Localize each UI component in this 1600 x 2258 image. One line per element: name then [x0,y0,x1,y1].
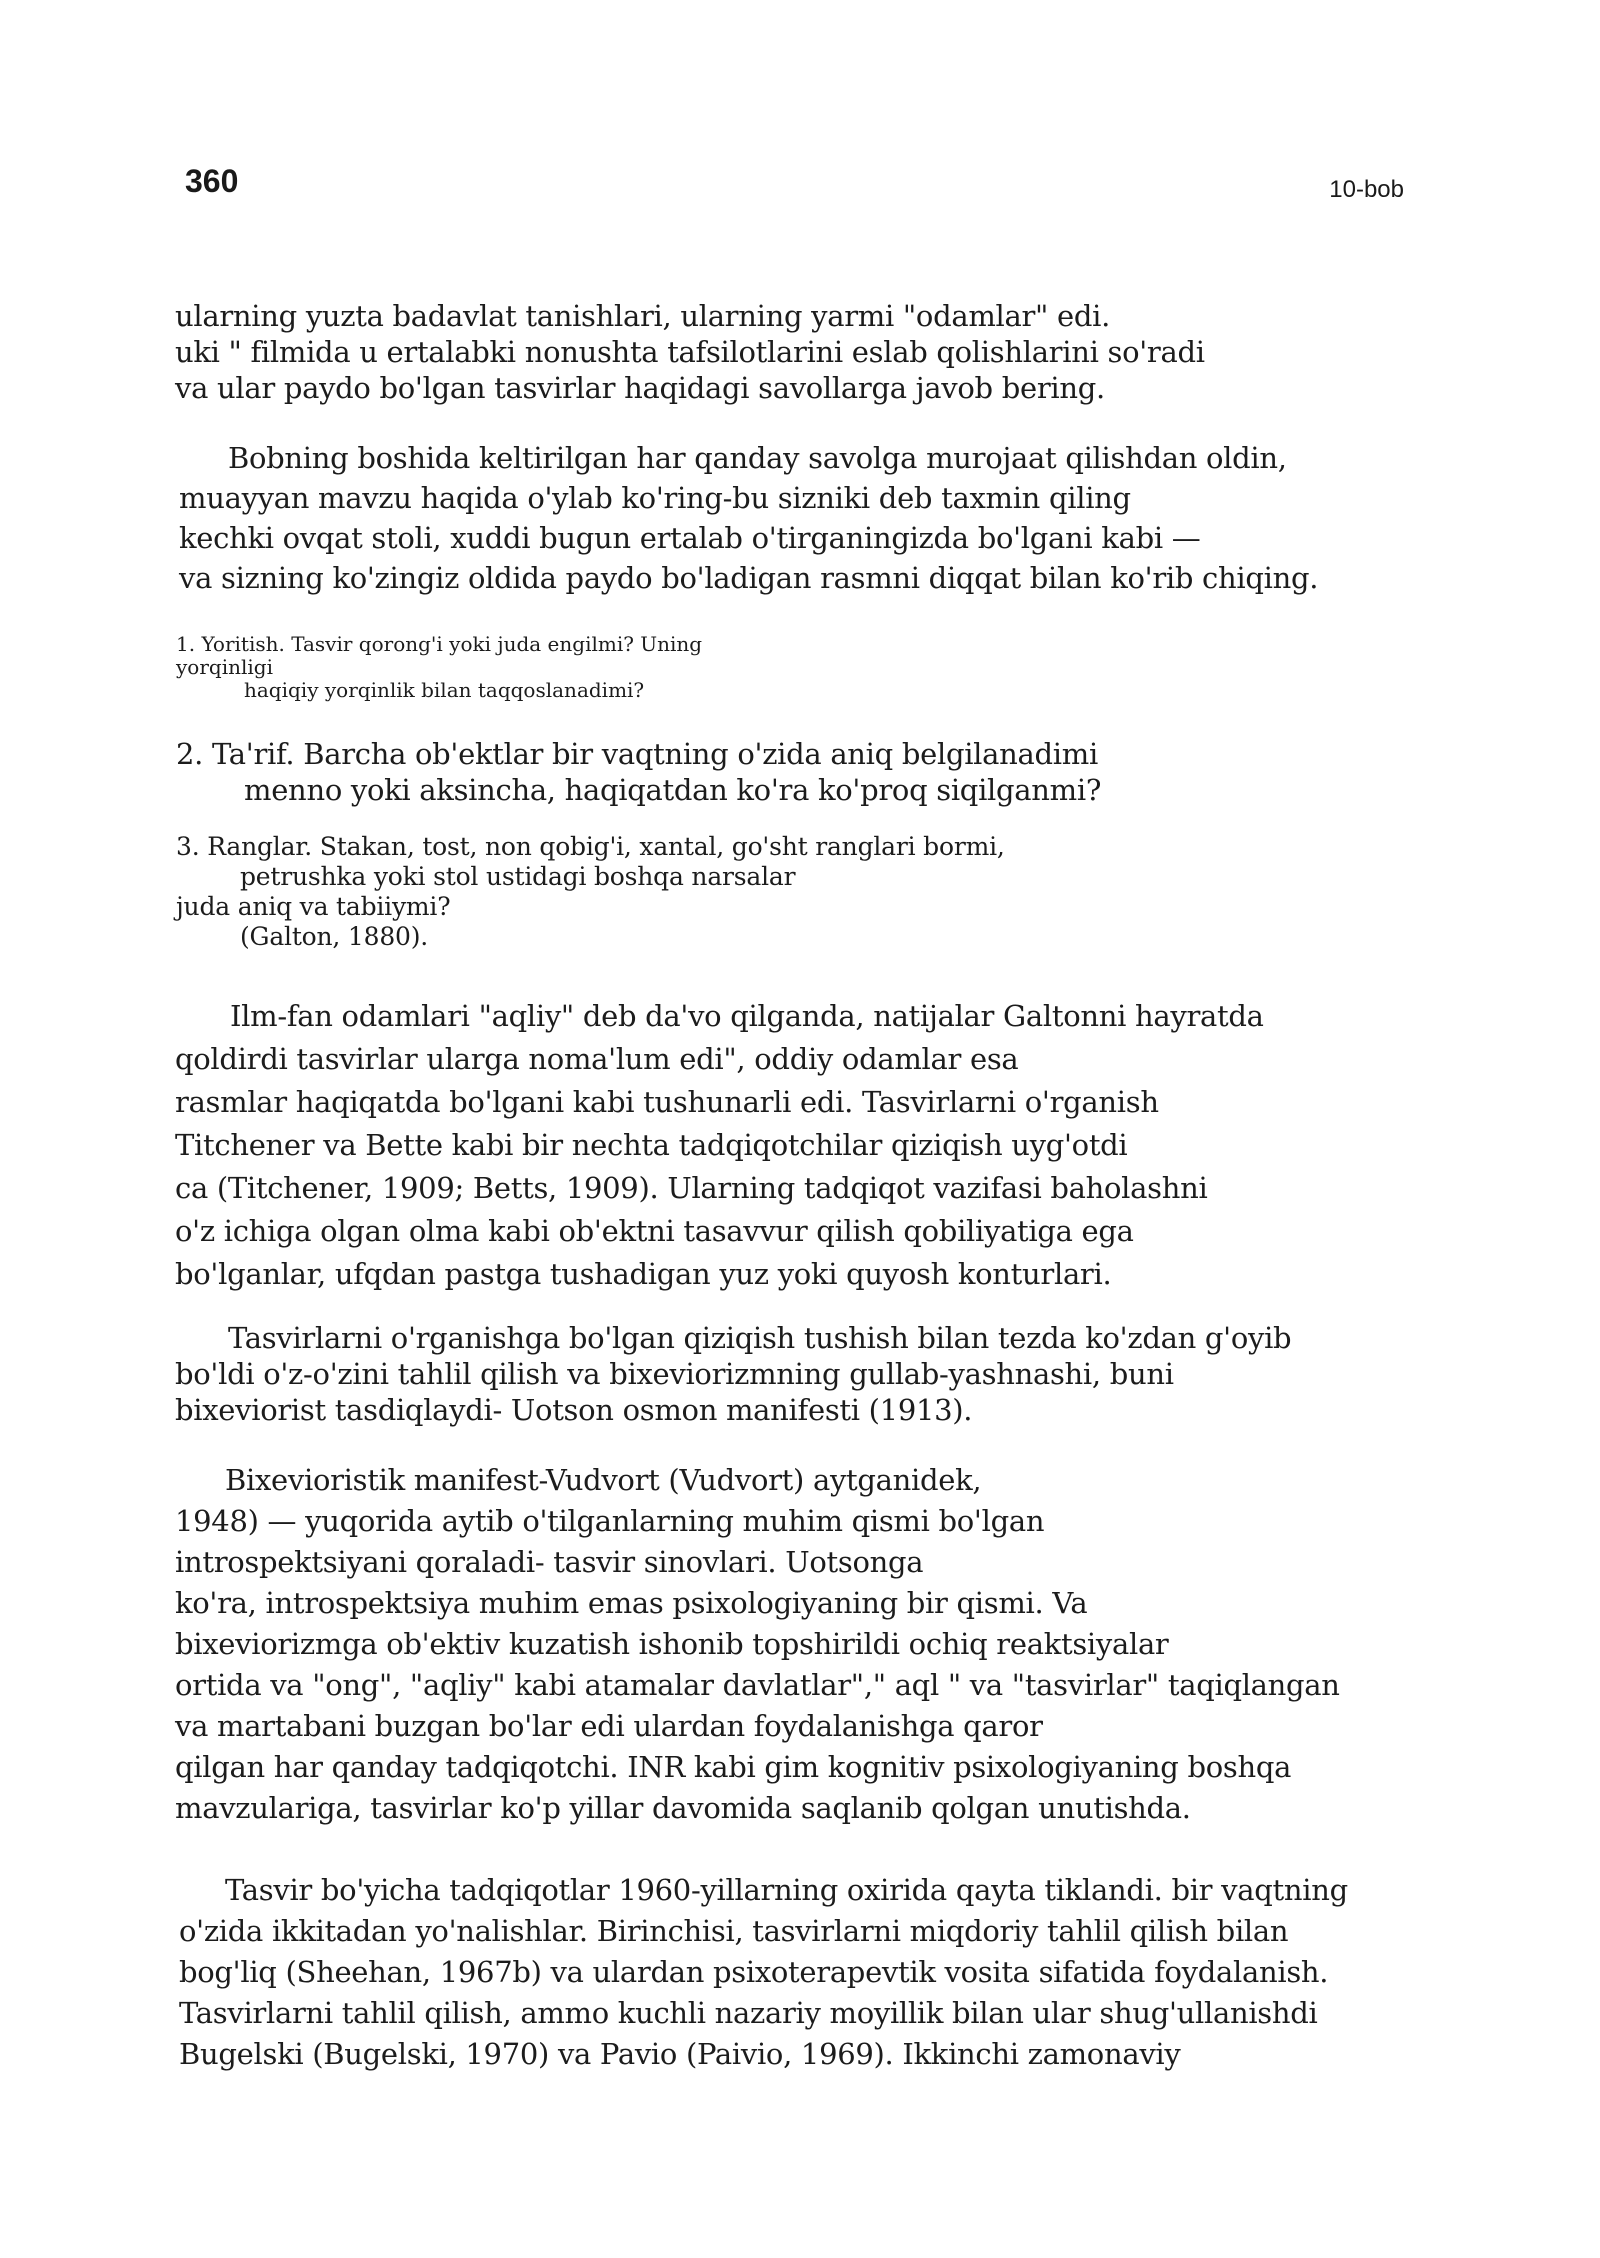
chapter-label: 10-bob [1329,176,1404,203]
text-line: Bixevioristik manifest-Vudvort (Vudvort) aytganidek, [225,1463,982,1497]
text-line: o'z ichiga olgan olma kabi ob'ektni tasavvur qilish qobiliyatiga ega [175,1214,1134,1248]
text-line: Tasvirlarni tahlil qilish, ammo kuchli nazariy moyillik bilan ular shug'ullanishdi [179,1996,1318,2030]
text-line: mavzulariga, tasvirlar ko'p yillar davomida saqlanib qolgan unutishda. [175,1791,1191,1825]
text-line: yorqinligi [176,655,273,679]
text-line: uki " filmida u ertalabki nonushta tafsilotlarini eslab qolishlarini so'radi [175,335,1205,369]
text-line: Tasvirlarni o'rganishga bo'lgan qiziqish tushish bilan tezda ko'zdan g'oyib [228,1321,1292,1355]
text-line: Titchener va Bette kabi bir nechta tadqiqotchilar qiziqish uyg'otdi [175,1128,1128,1162]
text-line: kechki ovqat stoli, xuddi bugun ertalab o'tirganingizda bo'lgani kabi — [179,521,1201,555]
text-line: introspektsiyani qoraladi- tasvir sinovlari. Uotsonga [175,1545,924,1579]
text-line: bog'liq (Sheehan, 1967b) va ulardan psixoterapevtik vosita sifatida foydalanish. [179,1955,1329,1989]
text-line: va martabani buzgan bo'lar edi ulardan foydalanishga qaror [175,1709,1043,1743]
text-line: ko'ra, introspektsiya muhim emas psixologiyaning bir qismi. Va [175,1586,1088,1620]
text-line: rasmlar haqiqatda bo'lgani kabi tushunarli edi. Tasvirlarni o'rganish [175,1085,1159,1119]
text-line: haqiqiy yorqinlik bilan taqqoslanadimi? [244,678,645,702]
text-line: 2. Ta'rif. Barcha ob'ektlar bir vaqtning o'zida aniq belgilanadimi [176,737,1098,771]
text-line: (Galton, 1880). [240,922,429,951]
text-line: ularning yuzta badavlat tanishlari, ularning yarmi "odamlar" edi. [175,299,1111,333]
text-line: ca (Titchener, 1909; Betts, 1909). Ularning tadqiqot vazifasi baholashni [175,1171,1208,1205]
text-line: 3. Ranglar. Stakan, tost, non qobig'i, xantal, go'sht ranglari bormi, [176,832,1005,861]
text-line: va sizning ko'zingiz oldida paydo bo'ladigan rasmni diqqat bilan ko'rib chiqing. [179,561,1319,595]
text-line: Ilm-fan odamlari "aqliy" deb da'vo qilganda, natijalar Galtonni hayratda [230,999,1264,1033]
text-line: petrushka yoki stol ustidagi boshqa narsalar [240,862,796,891]
text-line: bo'ldi o'z-o'zini tahlil qilish va bixeviorizmning gullab-yashnashi, buni [175,1357,1174,1391]
text-line: qoldirdi tasvirlar ularga noma'lum edi", oddiy odamlar esa [175,1042,1019,1076]
text-line: 1. Yoritish. Tasvir qorong'i yoki juda engilmi? Uning [176,632,703,656]
page-number: 360 [185,163,239,199]
text-line: Bobning boshida keltirilgan har qanday savolga murojaat qilishdan oldin, [228,441,1287,475]
text-line: juda aniq va tabiiymi? [176,892,451,921]
text-line: muayyan mavzu haqida o'ylab ko'ring-bu sizniki deb taxmin qiling [179,481,1131,515]
text-line: ortida va "ong", "aqliy" kabi atamalar davlatlar"," aql " va "tasvirlar" taqiqlangan [175,1668,1340,1702]
text-line: bixeviorizmga ob'ektiv kuzatish ishonib topshirildi ochiq reaktsiyalar [175,1627,1169,1661]
text-line: 1948) — yuqorida aytib o'tilganlarning muhim qismi bo'lgan [175,1504,1045,1538]
text-line: qilgan har qanday tadqiqotchi. INR kabi gim kognitiv psixologiyaning boshqa [175,1750,1292,1784]
text-line: bixeviorist tasdiqlaydi- Uotson osmon manifesti (1913). [175,1393,973,1427]
text-line: va ular paydo bo'lgan tasvirlar haqidagi savollarga javob bering. [175,371,1105,405]
text-line: o'zida ikkitadan yo'nalishlar. Birinchisi, tasvirlarni miqdoriy tahlil qilish bilan [179,1914,1289,1948]
text-line: bo'lganlar, ufqdan pastga tushadigan yuz yoki quyosh konturlari. [175,1257,1112,1291]
text-line: Bugelski (Bugelski, 1970) va Pavio (Paivio, 1969). Ikkinchi zamonaviy [179,2037,1181,2071]
text-line: Tasvir bo'yicha tadqiqotlar 1960-yillarning oxirida qayta tiklandi. bir vaqtning [225,1873,1348,1907]
text-line: menno yoki aksincha, haqiqatdan ko'ra ko'proq siqilganmi? [244,773,1102,807]
